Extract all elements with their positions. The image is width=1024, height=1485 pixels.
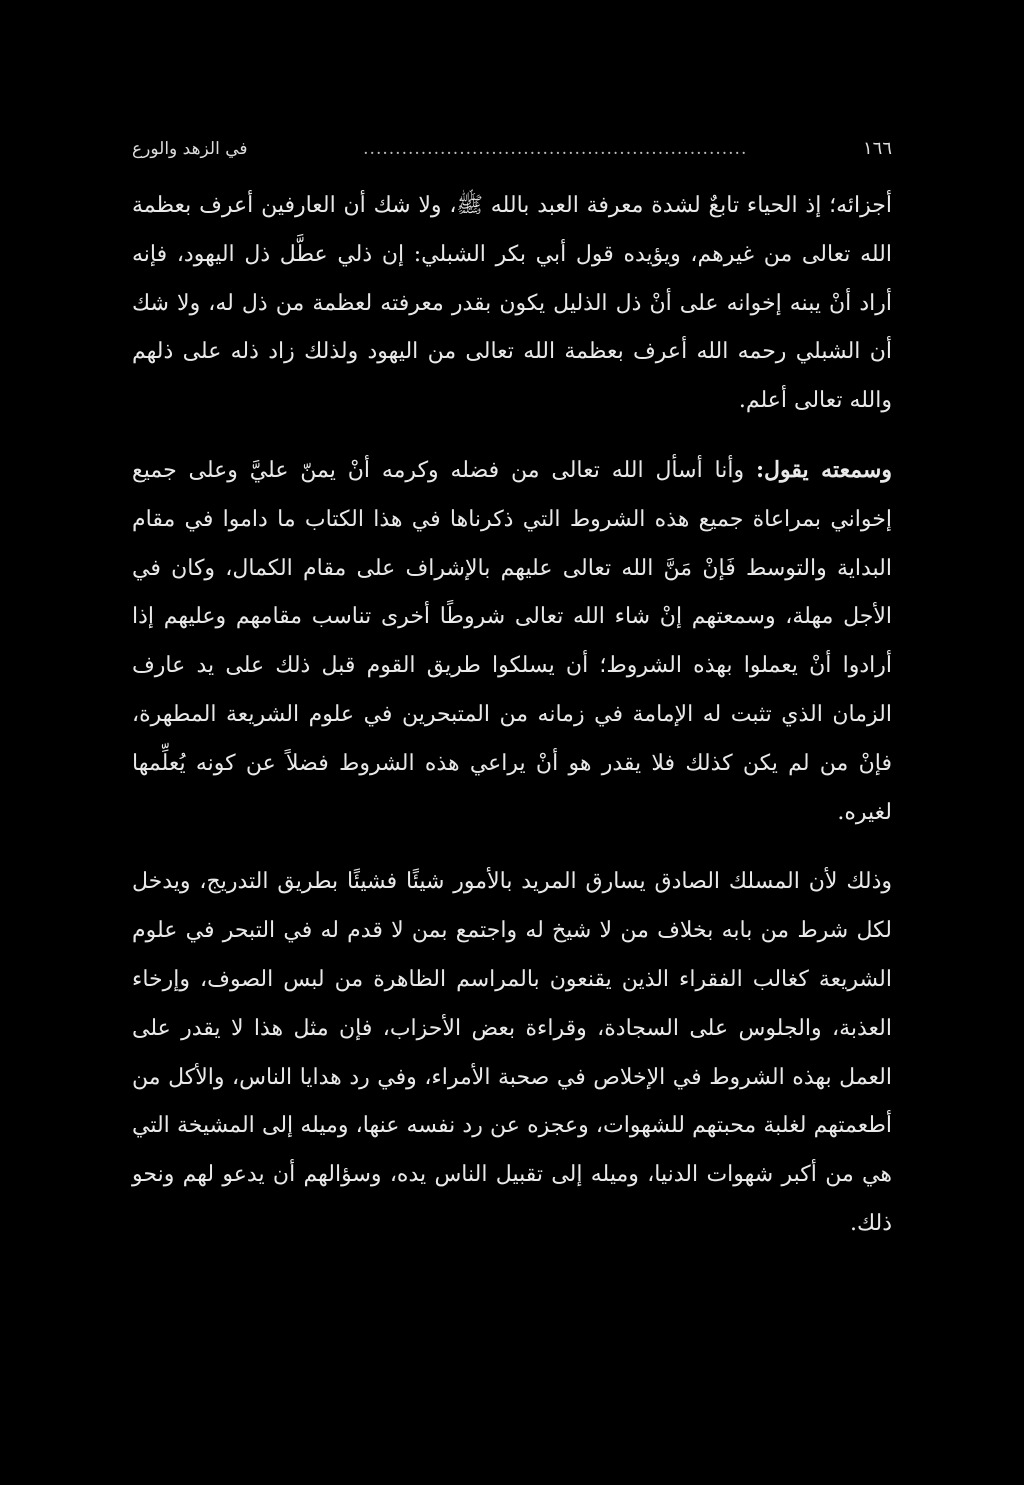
page-number: ١٦٦ xyxy=(862,138,892,159)
page-header xyxy=(132,138,892,174)
paragraph-1-text: أجزائه؛ إذ الحياء تابعٌ لشدة معرفة العبد بالله ﷺ، ولا شك أن العارفين أعرف بعظمة الله تعالى من غيرهم، ويؤيده قول أبي بكر الشبلي: إن ذلي عطَّل ذل اليهود، فإنه أراد أنْ يبنه إخوانه على أنْ ذل الذليل يكون بقدر معرفته لعظمة من ذل له، ولا شك أن الشبلي رحمه الله أعرف بعظمة الله تعالى من اليهود ولذلك زاد ذله على ذلهم والله تعالى أعلم. xyxy=(132,193,892,414)
document-page xyxy=(132,138,892,1338)
paragraph-3-text: وذلك لأن المسلك الصادق يسارق المريد بالأمور شيئًا فشيئًا بطريق التدريج، ويدخل لكل شرط من بابه بخلاف من لا شيخ له واجتمع بمن لا قدم له في التبحر في علوم الشريعة كغالب الفقراء الذين يقنعون بالمراسم الظاهرة من لبس الصوف، وإرخاء العذبة، والجلوس على السجادة، وقراءة بعض الأحزاب، فإن مثل هذا لا يقدر على العمل بهذه الشروط في الإخلاص في صحبة الأمراء، وفي رد هدايا الناس، والأكل من أطعمتهم لغلبة محبتهم للشهوات، وعجزه عن رد نفسه عنها، وميله إلى المشيخة التي هي من أكبر شهوات الدنيا، وميله إلى تقبيل الناس يده، وسؤالهم أن يدعو لهم ونحو ذلك. xyxy=(132,869,892,1236)
paragraph-2 xyxy=(132,446,892,837)
paragraph-2-lead: وسمعته يقول: xyxy=(755,456,892,483)
paragraph-1 xyxy=(132,182,892,426)
paragraph-2-text: وأنا أسأل الله تعالى من فضله وكرمه أنْ يمنّ عليَّ وعلى جميع إخواني بمراعاة جميع هذه الشروط التي ذكرناها في هذا الكتاب ما داموا في مقام البداية والتوسط فَإنْ مَنَّ الله تعالى عليهم بالإشراف على مقام الكمال، وكان في الأجل مهلة، وسمعتهم إنْ شاء الله تعالى شروطًا أخرى تناسب مقامهم وعليهم إذا أرادوا أنْ يعملوا بهذه الشروط؛ أن يسلكوا طريق القوم قبل ذلك على يد عارف الزمان الذي تثبت له الإمامة في زمانه من المتبحرين في علوم الشريعة المطهرة، فإنْ من لم يكن كذلك فلا يقدر هو أنْ يراعي هذه الشروط فضلاً عن كونه يُعلِّمها لغيره. xyxy=(132,457,892,825)
header-leader-dots: ............................................................ xyxy=(363,139,748,159)
paragraph-3 xyxy=(132,858,892,1248)
running-title: في الزهد والورع xyxy=(132,139,248,159)
